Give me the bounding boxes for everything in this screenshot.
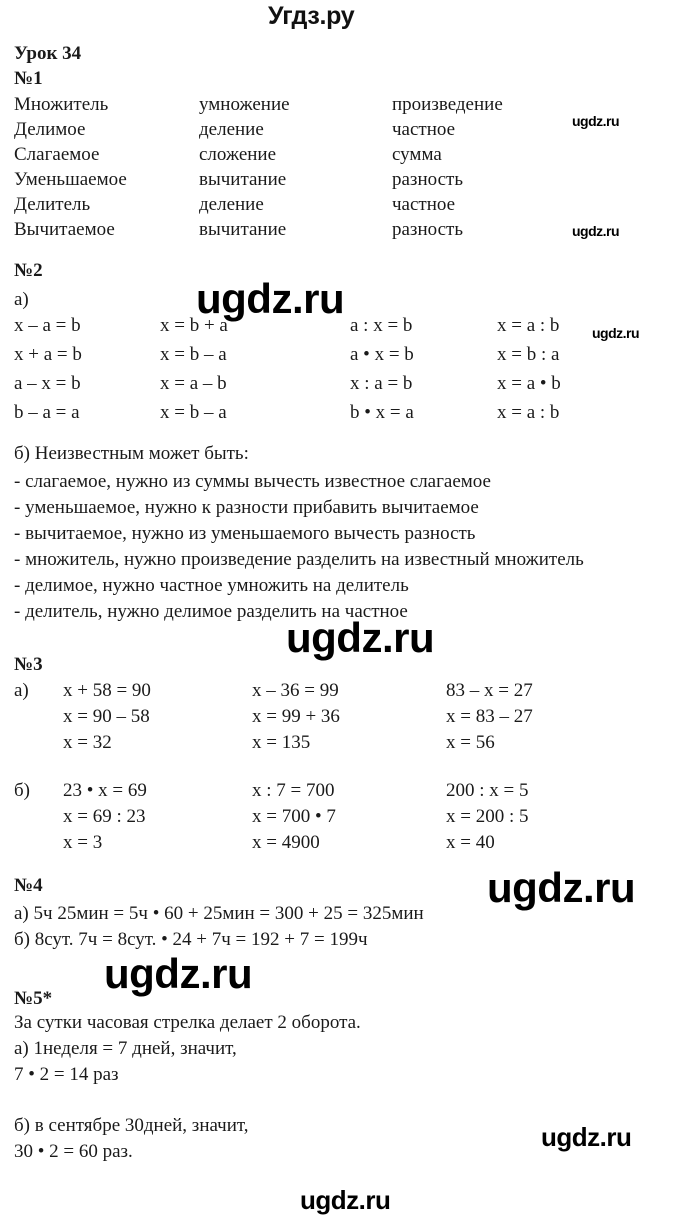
task1-number: №1: [14, 68, 43, 89]
table-cell: Множитель: [14, 94, 109, 115]
table-cell: разность: [392, 169, 463, 190]
equation-cell: x = 4900: [252, 832, 320, 853]
list-item: - уменьшаемое, нужно к разности прибавить вычитаемое: [14, 497, 479, 518]
task5-intro: За сутки часовая стрелка делает 2 оборота.: [14, 1012, 361, 1033]
task5-part-b-line: б) в сентябре 30дней, значит,: [14, 1115, 249, 1136]
equation-cell: x = 56: [446, 732, 495, 753]
equation-cell: x = 32: [63, 732, 112, 753]
equation-cell: x = 69 : 23: [63, 806, 146, 827]
table-cell: Вычитаемое: [14, 219, 115, 240]
equation-cell: x = a : b: [497, 315, 560, 336]
watermark: ugdz.ru: [104, 950, 253, 997]
table-cell: вычитание: [199, 219, 287, 240]
list-item: - делимое, нужно частное умножить на делитель: [14, 575, 409, 596]
task3-part-b-label: б): [14, 780, 30, 801]
equation-cell: x = b + a: [160, 315, 228, 336]
equation-cell: x + a = b: [14, 344, 82, 365]
table-cell: произведение: [392, 94, 503, 115]
equation-cell: x = a • b: [497, 373, 561, 394]
equation-cell: x = 83 – 27: [446, 706, 533, 727]
equation-cell: x = a : b: [497, 402, 560, 423]
task2-part-b-title: б) Неизвестным может быть:: [14, 443, 249, 464]
task5-number: №5*: [14, 988, 53, 1009]
watermark: ugdz.ru: [300, 1185, 391, 1215]
table-cell: Делимое: [14, 119, 86, 140]
equation-cell: x : 7 = 700: [252, 780, 335, 801]
equation-cell: a : x = b: [350, 315, 413, 336]
equation-cell: x = b – a: [160, 402, 227, 423]
watermark: ugdz.ru: [487, 864, 636, 911]
equation-cell: x + 58 = 90: [63, 680, 151, 701]
task2-number: №2: [14, 260, 43, 281]
task4-number: №4: [14, 875, 43, 896]
table-cell: Уменьшаемое: [14, 169, 127, 190]
list-item: - множитель, нужно произведение разделить на известный множитель: [14, 549, 584, 570]
task5-part-b-line: 30 • 2 = 60 раз.: [14, 1141, 133, 1162]
equation-cell: 200 : x = 5: [446, 780, 529, 801]
equation-cell: x – 36 = 99: [252, 680, 339, 701]
list-item: - слагаемое, нужно из суммы вычесть известное слагаемое: [14, 471, 491, 492]
watermark: ugdz.ru: [572, 113, 620, 129]
table-cell: сложение: [199, 144, 277, 165]
equation-cell: x = 200 : 5: [446, 806, 529, 827]
table-cell: сумма: [392, 144, 442, 165]
equation-cell: x = b – a: [160, 344, 227, 365]
table-cell: деление: [199, 119, 264, 140]
task5-part-a-line: 7 • 2 = 14 раз: [14, 1064, 119, 1085]
site-logo: Угдз.ру: [268, 2, 355, 30]
table-cell: частное: [392, 194, 456, 215]
equation-cell: a – x = b: [14, 373, 81, 394]
equation-cell: b • x = a: [350, 402, 414, 423]
equation-cell: a • x = b: [350, 344, 414, 365]
list-item: - вычитаемое, нужно из уменьшаемого вычесть разность: [14, 523, 476, 544]
equation-cell: 23 • x = 69: [63, 780, 147, 801]
task4-line: б) 8сут. 7ч = 8сут. • 24 + 7ч = 192 + 7 = 199ч: [14, 929, 368, 950]
task5-part-a-line: а) 1неделя = 7 дней, значит,: [14, 1038, 237, 1059]
equation-cell: x – a = b: [14, 315, 81, 336]
task3-part-a-label: а): [14, 680, 29, 701]
equation-cell: b – a = a: [14, 402, 80, 423]
table-cell: умножение: [199, 94, 290, 115]
table-cell: разность: [392, 219, 463, 240]
equation-cell: x = a – b: [160, 373, 227, 394]
watermark: ugdz.ru: [286, 614, 435, 661]
equation-cell: x = 700 • 7: [252, 806, 336, 827]
equation-cell: x = 135: [252, 732, 311, 753]
equation-cell: x = 40: [446, 832, 495, 853]
equation-cell: x = b : a: [497, 344, 560, 365]
table-cell: вычитание: [199, 169, 287, 190]
list-item: - делитель, нужно делимое разделить на частное: [14, 601, 408, 622]
table-cell: частное: [392, 119, 456, 140]
table-cell: Слагаемое: [14, 144, 100, 165]
equation-cell: x = 99 + 36: [252, 706, 340, 727]
task3-number: №3: [14, 654, 43, 675]
task4-line: а) 5ч 25мин = 5ч • 60 + 25мин = 300 + 25 = 325мин: [14, 903, 424, 924]
table-cell: Делитель: [14, 194, 91, 215]
equation-cell: x = 3: [63, 832, 103, 853]
watermark: ugdz.ru: [572, 223, 620, 239]
watermark: ugdz.ru: [196, 275, 345, 322]
equation-cell: x : a = b: [350, 373, 413, 394]
equation-cell: 83 – x = 27: [446, 680, 533, 701]
lesson-title: Урок 34: [14, 43, 82, 64]
table-cell: деление: [199, 194, 264, 215]
watermark: ugdz.ru: [541, 1122, 632, 1152]
equation-cell: x = 90 – 58: [63, 706, 150, 727]
task2-part-a-label: а): [14, 289, 29, 310]
watermark: ugdz.ru: [592, 325, 640, 341]
